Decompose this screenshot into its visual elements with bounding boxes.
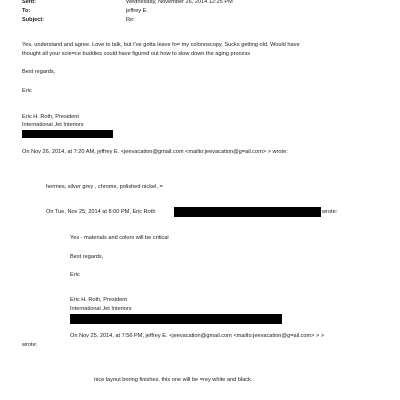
- quote-intro: On Nov 26, 2014, at 7:20 AM, jeffrey E. <jeevacation@gmail.com <mailto:jeevacation@g=ail.com> > wrote:: [22, 149, 288, 155]
- quote-body: Yes - materials and colors will be critical: [70, 235, 169, 241]
- reply-body-line-2: thought all your scie=ce buddies could have figured out how to slow down the aging process: [22, 51, 251, 57]
- reply-closing: Best regards,: [22, 69, 56, 75]
- quote-intro-wrap: wrote:: [22, 342, 38, 348]
- to-label: To:: [22, 8, 31, 14]
- sent-value: Wednesday, November 26, 2014 12:25 PM: [126, 0, 233, 5]
- subject-value: Re:: [126, 17, 135, 23]
- quote-closing: Best regards,: [70, 254, 104, 260]
- quote-body: hermes, silver grey , chrome, polished nickel, =: [46, 184, 163, 190]
- quote-intro-prefix: On Tue, Nov 25, 2014 at 8:00 PM, Eric Roth: [46, 209, 156, 215]
- sent-label: Sent:: [22, 0, 36, 5]
- to-value: jeffrey E.: [126, 8, 148, 14]
- quote-signoff: Eric: [70, 272, 80, 278]
- redaction-bar: [174, 207, 321, 217]
- quote-intro: On Nov 25, 2014, at 7:56 PM, jeffrey E. <jeevacation@gmail.com <mailto:jeevacation@g=ail.com> > >: [70, 333, 325, 339]
- redaction-bar: [70, 314, 282, 324]
- signature-name: Eric H. Roth, President: [70, 297, 127, 303]
- signature-company: International Jet Interiors: [22, 122, 84, 128]
- quote-intro-suffix: wrote:: [322, 209, 338, 215]
- signature-company: International Jet Interiors: [70, 306, 132, 312]
- signature-name: Eric H. Roth, President: [22, 114, 79, 120]
- subject-label: Subject:: [22, 17, 45, 23]
- reply-signoff: Eric: [22, 88, 32, 94]
- reply-body-line-1: Yes, understand and agree. Love to talk, but I've gotta leave fo= my colonoscopy. Sucks getting old. Would have: [22, 42, 300, 48]
- quote-body: nice layout boring finishes. this one will be =rey white and black.: [94, 377, 253, 383]
- redaction-bar: [22, 130, 113, 138]
